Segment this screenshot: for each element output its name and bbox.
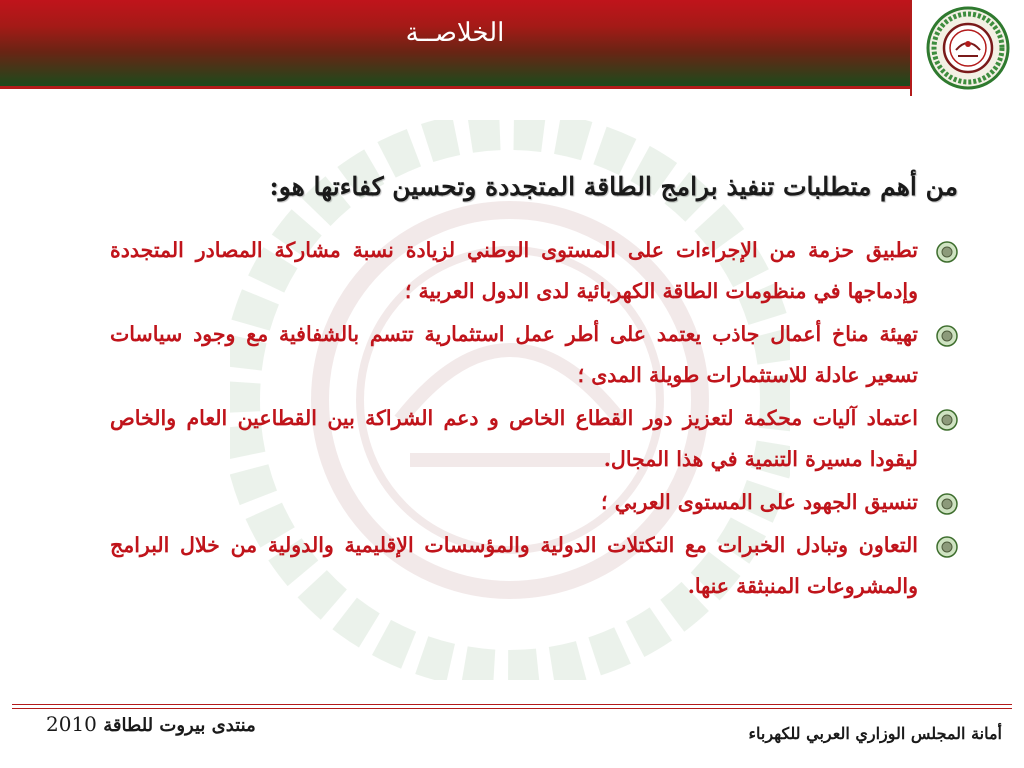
list-item: [110, 230, 958, 312]
list-item-text: اعتماد آليات محكمة لتعزيز دور القطاع الخاص و دعم الشراكة بين القطاعين العام والخاص ليقودا مسيرة التنمية في هذا المجال.: [110, 406, 918, 471]
header-divider: [0, 86, 910, 89]
round-bullet-icon: [936, 325, 958, 347]
slide-title: الخلاصــة: [405, 18, 505, 48]
footer-secretariat-label: أمانة المجلس الوزاري العربي للكهرباء: [748, 724, 1002, 743]
header-bar: [0, 0, 910, 86]
logo-panel: [910, 0, 1024, 96]
footer-forum-text: منتدى بيروت للطاقة: [103, 715, 256, 736]
requirements-list: [110, 230, 958, 609]
round-bullet-icon: [936, 536, 958, 558]
footer-forum-label: [46, 712, 256, 736]
round-bullet-icon: [936, 493, 958, 515]
intro-heading: من أهم متطلبات تنفيذ برامج الطاقة المتجددة وتحسين كفاءتها هو:: [269, 172, 958, 201]
list-item-text: تنسيق الجهود على المستوى العربي ؛: [601, 490, 918, 514]
list-item-text: تهيئة مناخ أعمال جاذب يعتمد على أطر عمل استثمارية تتسم بالشفافية مع وجود سياسات تسعير عادلة للاستثمارات طويلة المدى ؛: [110, 322, 918, 387]
footer-divider-bottom: [12, 708, 1012, 709]
list-item: [110, 398, 958, 480]
list-item: [110, 525, 958, 607]
list-item-text: تطبيق حزمة من الإجراءات على المستوى الوطني لزيادة نسبة مشاركة المصادر المتجددة وإدماجها في منظومات الطاقة الكهربائية لدى الدول العربية ؛: [110, 238, 918, 303]
list-item: [110, 482, 958, 523]
list-item: [110, 314, 958, 396]
footer-divider-top: [12, 704, 1012, 705]
round-bullet-icon: [936, 241, 958, 263]
arab-league-emblem-icon: [926, 6, 1010, 90]
list-item-text: التعاون وتبادل الخبرات مع التكتلات الدولية والمؤسسات الإقليمية والدولية من خلال البرامج والمشروعات المنبثقة عنها.: [110, 533, 918, 598]
round-bullet-icon: [936, 409, 958, 431]
footer-year: 2010: [46, 712, 97, 736]
